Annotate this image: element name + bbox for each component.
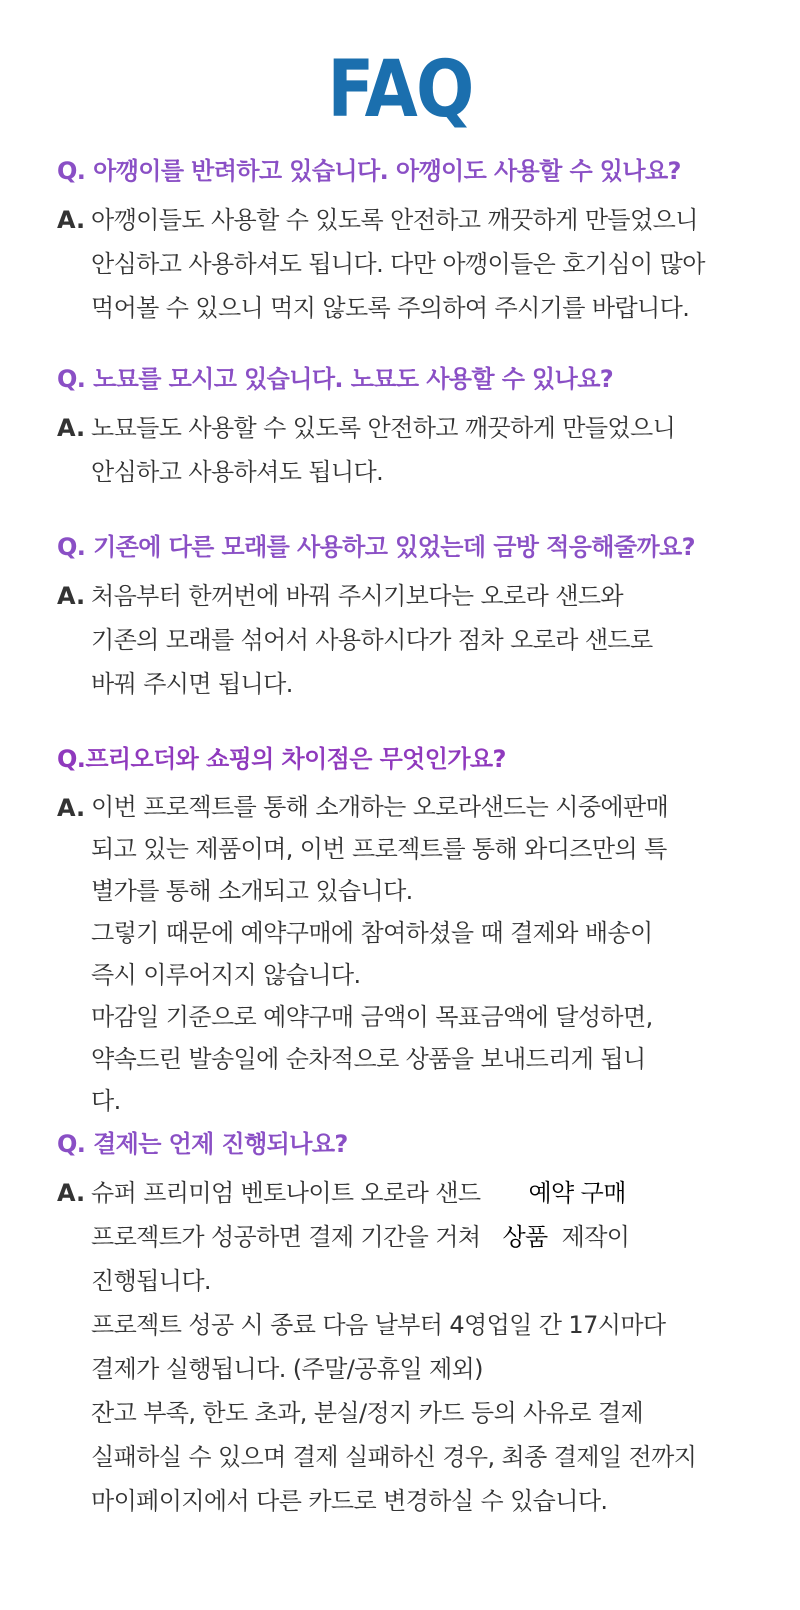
faq-question: Q. 아깽이를 반려하고 있습니다. 아깽이도 사용할 수 있나요? (57, 157, 681, 185)
answer-line: 즉시 이루어지지 않습니다. (91, 961, 361, 989)
faq-answer (57, 786, 797, 1122)
answer-line: 노묘들도 사용할 수 있도록 안전하고 깨끗하게 만들었으니 (91, 414, 676, 442)
answer-line: 안심하고 사용하셔도 됩니다. 다만 아깽이들은 호기심이 많아 (91, 250, 705, 278)
faq-item-preorder-vs-shopping (57, 742, 797, 1122)
answer-marker: A. (57, 582, 86, 610)
answer-marker: A. (57, 794, 86, 822)
answer-line: 처음부터 한꺼번에 바꿔 주시기보다는 오로라 샌드와 (91, 582, 623, 610)
faq-answer (57, 1171, 797, 1523)
answer-text: 프로젝트가 성공하면 결제 기간을 거쳐 (91, 1223, 481, 1251)
answer-line: 약속드린 발송일에 순차적으로 상품을 보내드리게 됩니 (91, 1045, 646, 1073)
answer-line: 별가를 통해 소개되고 있습니다. (91, 877, 413, 905)
answer-line: 이번 프로젝트를 통해 소개하는 오로라샌드는 시중에판매 (91, 793, 669, 821)
faq-question: Q.프리오더와 쇼핑의 차이점은 무엇인가요? (57, 745, 506, 773)
faq-item-kitten (57, 154, 797, 330)
highlight-text: 예약 구매 (528, 1179, 626, 1207)
faq-item-senior-cat (57, 362, 797, 494)
answer-line: 마감일 기준으로 예약구매 금액이 목표금액에 달성하면, (91, 1003, 653, 1031)
answer-marker: A. (57, 206, 86, 234)
answer-line (91, 1215, 797, 1259)
answer-text: 슈퍼 프리미엄 벤토나이트 오로라 샌드 (91, 1179, 481, 1207)
faq-question: Q. 결제는 언제 진행되나요? (57, 1130, 348, 1158)
answer-marker: A. (57, 1179, 86, 1207)
answer-line: 진행됩니다. (91, 1267, 211, 1295)
answer-line: 프로젝트 성공 시 종료 다음 날부터 4영업일 간 17시마다 (91, 1311, 666, 1339)
answer-line: 다. (91, 1087, 121, 1115)
answer-line: 먹어볼 수 있으니 먹지 않도록 주의하여 주시기를 바랍니다. (91, 294, 690, 322)
answer-line: 안심하고 사용하셔도 됩니다. (91, 458, 384, 486)
answer-line: 아깽이들도 사용할 수 있도록 안전하고 깨끗하게 만들었으니 (91, 206, 698, 234)
page-title: FAQ (327, 45, 473, 135)
faq-question: Q. 노묘를 모시고 있습니다. 노묘도 사용할 수 있나요? (57, 365, 614, 393)
answer-line: 실패하실 수 있으며 결제 실패하신 경우, 최종 결제일 전까지 (91, 1443, 697, 1471)
answer-line: 바꿔 주시면 됩니다. (91, 670, 293, 698)
answer-line: 마이페이지에서 다른 카드로 변경하실 수 있습니다. (91, 1487, 608, 1515)
faq-answer (57, 198, 797, 330)
answer-text: 제작이 (561, 1223, 630, 1251)
faq-item-payment-timing (57, 1127, 797, 1523)
answer-line: 되고 있는 제품이며, 이번 프로젝트를 통해 와디즈만의 특 (91, 835, 667, 863)
answer-line: 그렇기 때문에 예약구매에 참여하셨을 때 결제와 배송이 (91, 919, 653, 947)
answer-line: 잔고 부족, 한도 초과, 분실/정지 카드 등의 사유로 결제 (91, 1399, 644, 1427)
answer-marker: A. (57, 414, 86, 442)
faq-question: Q. 기존에 다른 모래를 사용하고 있었는데 금방 적응해줄까요? (57, 533, 695, 561)
answer-line: 기존의 모래를 섞어서 사용하시다가 점차 오로라 샌드로 (91, 626, 653, 654)
faq-answer (57, 406, 797, 494)
answer-line: 결제가 실행됩니다. (주말/공휴일 제외) (91, 1355, 483, 1383)
faq-item-switching-litter (57, 530, 797, 706)
faq-answer (57, 574, 797, 706)
answer-line (91, 1171, 797, 1215)
highlight-text: 상품 (502, 1223, 548, 1251)
